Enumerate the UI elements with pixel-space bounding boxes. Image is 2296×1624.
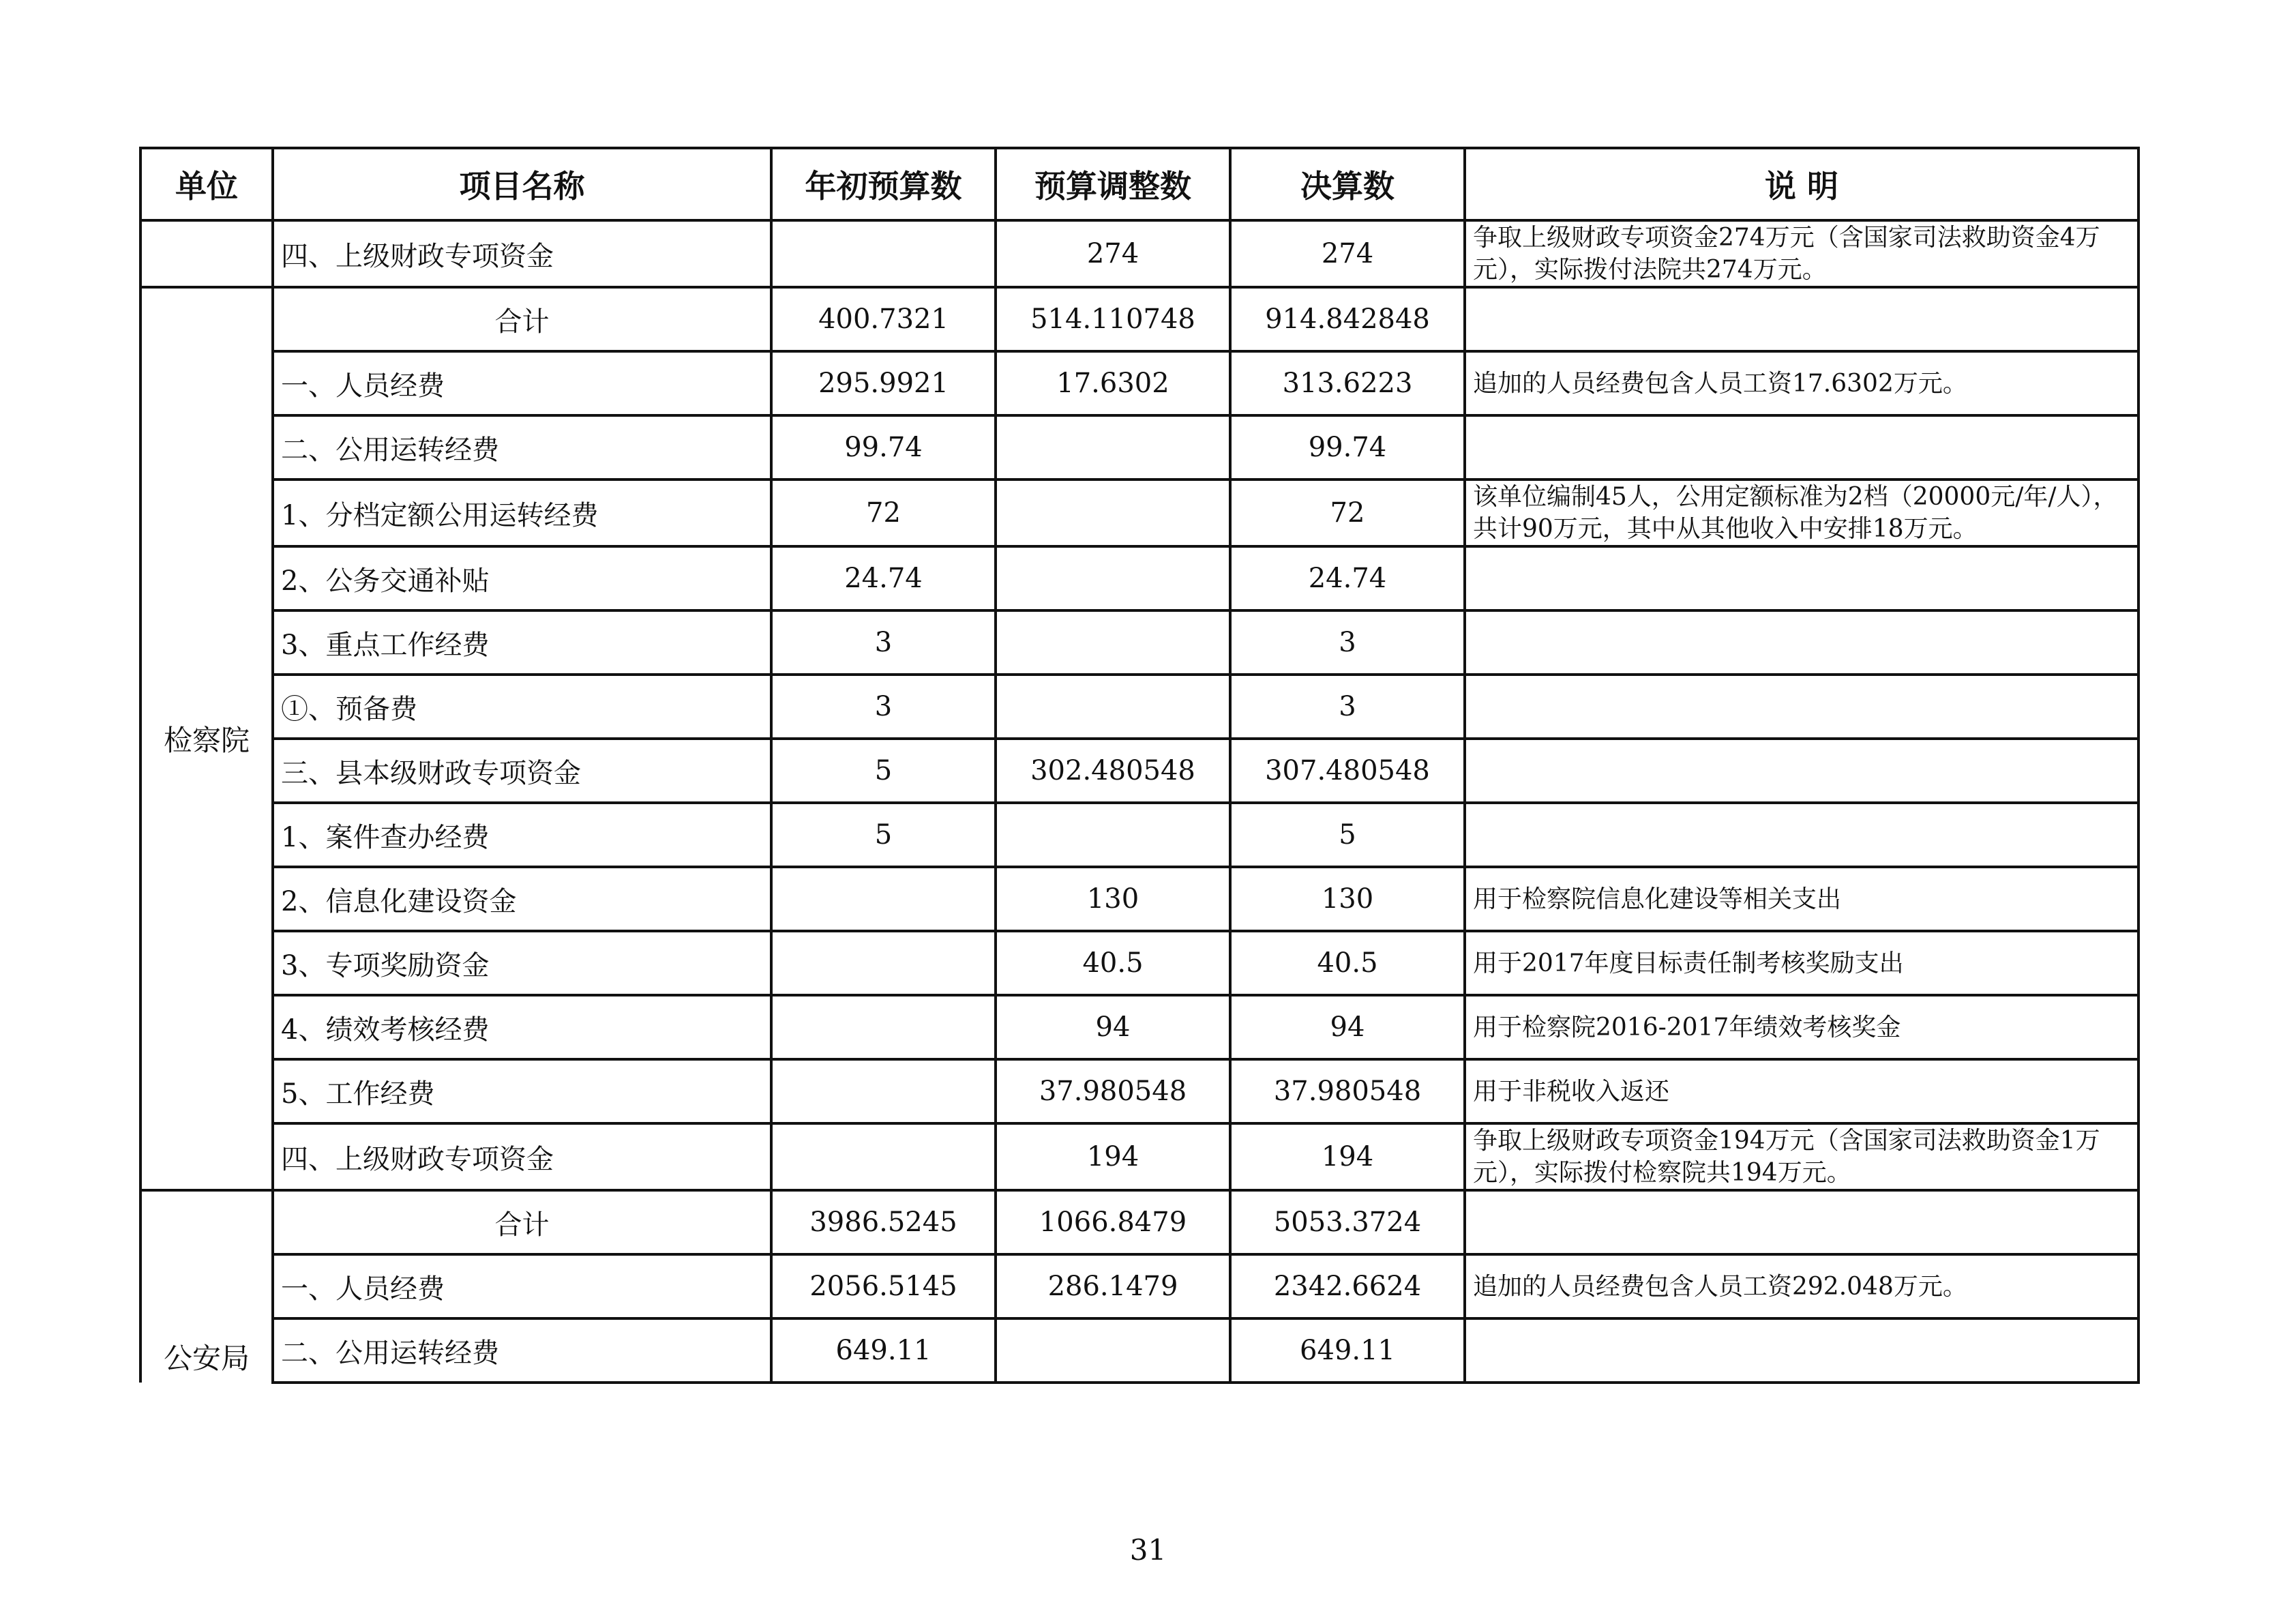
budget-adjustment: 1066.8479 <box>996 1190 1230 1254</box>
initial-budget <box>771 867 996 931</box>
note <box>1465 803 2138 867</box>
budget-adjustment <box>996 803 1230 867</box>
final-account: 130 <box>1230 867 1465 931</box>
table-row <box>140 1254 2138 1318</box>
project-name: 三、县本级财政专项资金 <box>273 739 771 803</box>
table-row <box>140 739 2138 803</box>
initial-budget: 5 <box>771 803 996 867</box>
budget-table <box>139 147 2140 1384</box>
budget-adjustment: 194 <box>996 1123 1230 1190</box>
budget-adjustment: 130 <box>996 867 1230 931</box>
final-account: 307.480548 <box>1230 739 1465 803</box>
note: 争取上级财政专项资金274万元（含国家司法救助资金4万元），实际拨付法院共274万元。 <box>1465 220 2138 287</box>
table-row <box>140 610 2138 675</box>
final-account: 24.74 <box>1230 546 1465 610</box>
final-account: 3 <box>1230 675 1465 739</box>
table-row <box>140 351 2138 415</box>
final-account: 649.11 <box>1230 1318 1465 1383</box>
initial-budget: 295.9921 <box>771 351 996 415</box>
budget-adjustment: 286.1479 <box>996 1254 1230 1318</box>
final-account: 99.74 <box>1230 415 1465 479</box>
final-account: 72 <box>1230 479 1465 546</box>
final-account: 5 <box>1230 803 1465 867</box>
project-name: 合计 <box>273 1190 771 1254</box>
note: 该单位编制45人，公用定额标准为2档（20000元/年/人），共计90万元，其中从其他收入中安排18万元。 <box>1465 479 2138 546</box>
project-name: 2、信息化建设资金 <box>273 867 771 931</box>
table-header-row <box>140 148 2138 220</box>
unit-procuratorate: 检察院 <box>140 287 273 1190</box>
project-name: 1、分档定额公用运转经费 <box>273 479 771 546</box>
initial-budget: 3 <box>771 675 996 739</box>
project-name: 一、人员经费 <box>273 1254 771 1318</box>
budget-adjustment: 302.480548 <box>996 739 1230 803</box>
project-name: 二、公用运转经费 <box>273 1318 771 1383</box>
note <box>1465 739 2138 803</box>
note <box>1465 1190 2138 1254</box>
initial-budget <box>771 1123 996 1190</box>
project-name: 2、公务交通补贴 <box>273 546 771 610</box>
budget-adjustment <box>996 415 1230 479</box>
final-account: 914.842848 <box>1230 287 1465 351</box>
unit-police: 公安局 <box>140 1190 273 1383</box>
page-number: 31 <box>1129 1533 1167 1567</box>
project-name: ①、预备费 <box>273 675 771 739</box>
header-project-name: 项目名称 <box>273 148 771 220</box>
budget-adjustment: 17.6302 <box>996 351 1230 415</box>
budget-adjustment: 514.110748 <box>996 287 1230 351</box>
final-account: 94 <box>1230 995 1465 1059</box>
note: 用于非税收入返还 <box>1465 1059 2138 1123</box>
table-row <box>140 931 2138 995</box>
header-unit: 单位 <box>140 148 273 220</box>
project-name: 3、专项奖励资金 <box>273 931 771 995</box>
table-row <box>140 546 2138 610</box>
initial-budget <box>771 1059 996 1123</box>
table-row <box>140 1318 2138 1383</box>
project-name: 5、工作经费 <box>273 1059 771 1123</box>
budget-adjustment <box>996 675 1230 739</box>
final-account: 3 <box>1230 610 1465 675</box>
final-account: 5053.3724 <box>1230 1190 1465 1254</box>
initial-budget: 72 <box>771 479 996 546</box>
final-account: 2342.6624 <box>1230 1254 1465 1318</box>
initial-budget <box>771 931 996 995</box>
table-row <box>140 1123 2138 1190</box>
table-row <box>140 803 2138 867</box>
table-row <box>140 220 2138 287</box>
table-row <box>140 867 2138 931</box>
project-name: 3、重点工作经费 <box>273 610 771 675</box>
final-account: 37.980548 <box>1230 1059 1465 1123</box>
table-row <box>140 415 2138 479</box>
note <box>1465 546 2138 610</box>
note <box>1465 675 2138 739</box>
note <box>1465 415 2138 479</box>
header-notes: 说 明 <box>1465 148 2138 220</box>
table-row <box>140 675 2138 739</box>
budget-adjustment <box>996 610 1230 675</box>
header-initial-budget: 年初预算数 <box>771 148 996 220</box>
note <box>1465 610 2138 675</box>
initial-budget: 24.74 <box>771 546 996 610</box>
final-account: 194 <box>1230 1123 1465 1190</box>
initial-budget <box>771 220 996 287</box>
note <box>1465 1318 2138 1383</box>
project-name: 1、案件查办经费 <box>273 803 771 867</box>
note: 用于检察院2016-2017年绩效考核奖金 <box>1465 995 2138 1059</box>
table-row <box>140 479 2138 546</box>
project-name: 一、人员经费 <box>273 351 771 415</box>
final-account: 274 <box>1230 220 1465 287</box>
note: 追加的人员经费包含人员工资292.048万元。 <box>1465 1254 2138 1318</box>
note: 用于2017年度目标责任制考核奖励支出 <box>1465 931 2138 995</box>
table-row <box>140 287 2138 351</box>
table-row <box>140 1190 2138 1254</box>
note: 追加的人员经费包含人员工资17.6302万元。 <box>1465 351 2138 415</box>
budget-adjustment: 40.5 <box>996 931 1230 995</box>
budget-adjustment: 94 <box>996 995 1230 1059</box>
budget-adjustment: 274 <box>996 220 1230 287</box>
note: 争取上级财政专项资金194万元（含国家司法救助资金1万元），实际拨付检察院共194万元。 <box>1465 1123 2138 1190</box>
initial-budget: 3 <box>771 610 996 675</box>
initial-budget: 5 <box>771 739 996 803</box>
initial-budget: 2056.5145 <box>771 1254 996 1318</box>
initial-budget: 400.7321 <box>771 287 996 351</box>
project-name: 四、上级财政专项资金 <box>273 220 771 287</box>
initial-budget <box>771 995 996 1059</box>
budget-table-container <box>139 147 2137 1384</box>
budget-adjustment <box>996 546 1230 610</box>
initial-budget: 99.74 <box>771 415 996 479</box>
budget-adjustment <box>996 479 1230 546</box>
header-budget-adjustment: 预算调整数 <box>996 148 1230 220</box>
initial-budget: 649.11 <box>771 1318 996 1383</box>
budget-adjustment: 37.980548 <box>996 1059 1230 1123</box>
final-account: 313.6223 <box>1230 351 1465 415</box>
project-name: 合计 <box>273 287 771 351</box>
project-name: 四、上级财政专项资金 <box>273 1123 771 1190</box>
project-name: 二、公用运转经费 <box>273 415 771 479</box>
final-account: 40.5 <box>1230 931 1465 995</box>
budget-adjustment <box>996 1318 1230 1383</box>
note: 用于检察院信息化建设等相关支出 <box>1465 867 2138 931</box>
table-row <box>140 995 2138 1059</box>
note <box>1465 287 2138 351</box>
initial-budget: 3986.5245 <box>771 1190 996 1254</box>
table-row <box>140 1059 2138 1123</box>
project-name: 4、绩效考核经费 <box>273 995 771 1059</box>
header-final-account: 决算数 <box>1230 148 1465 220</box>
unit-cell-continued <box>140 220 273 287</box>
